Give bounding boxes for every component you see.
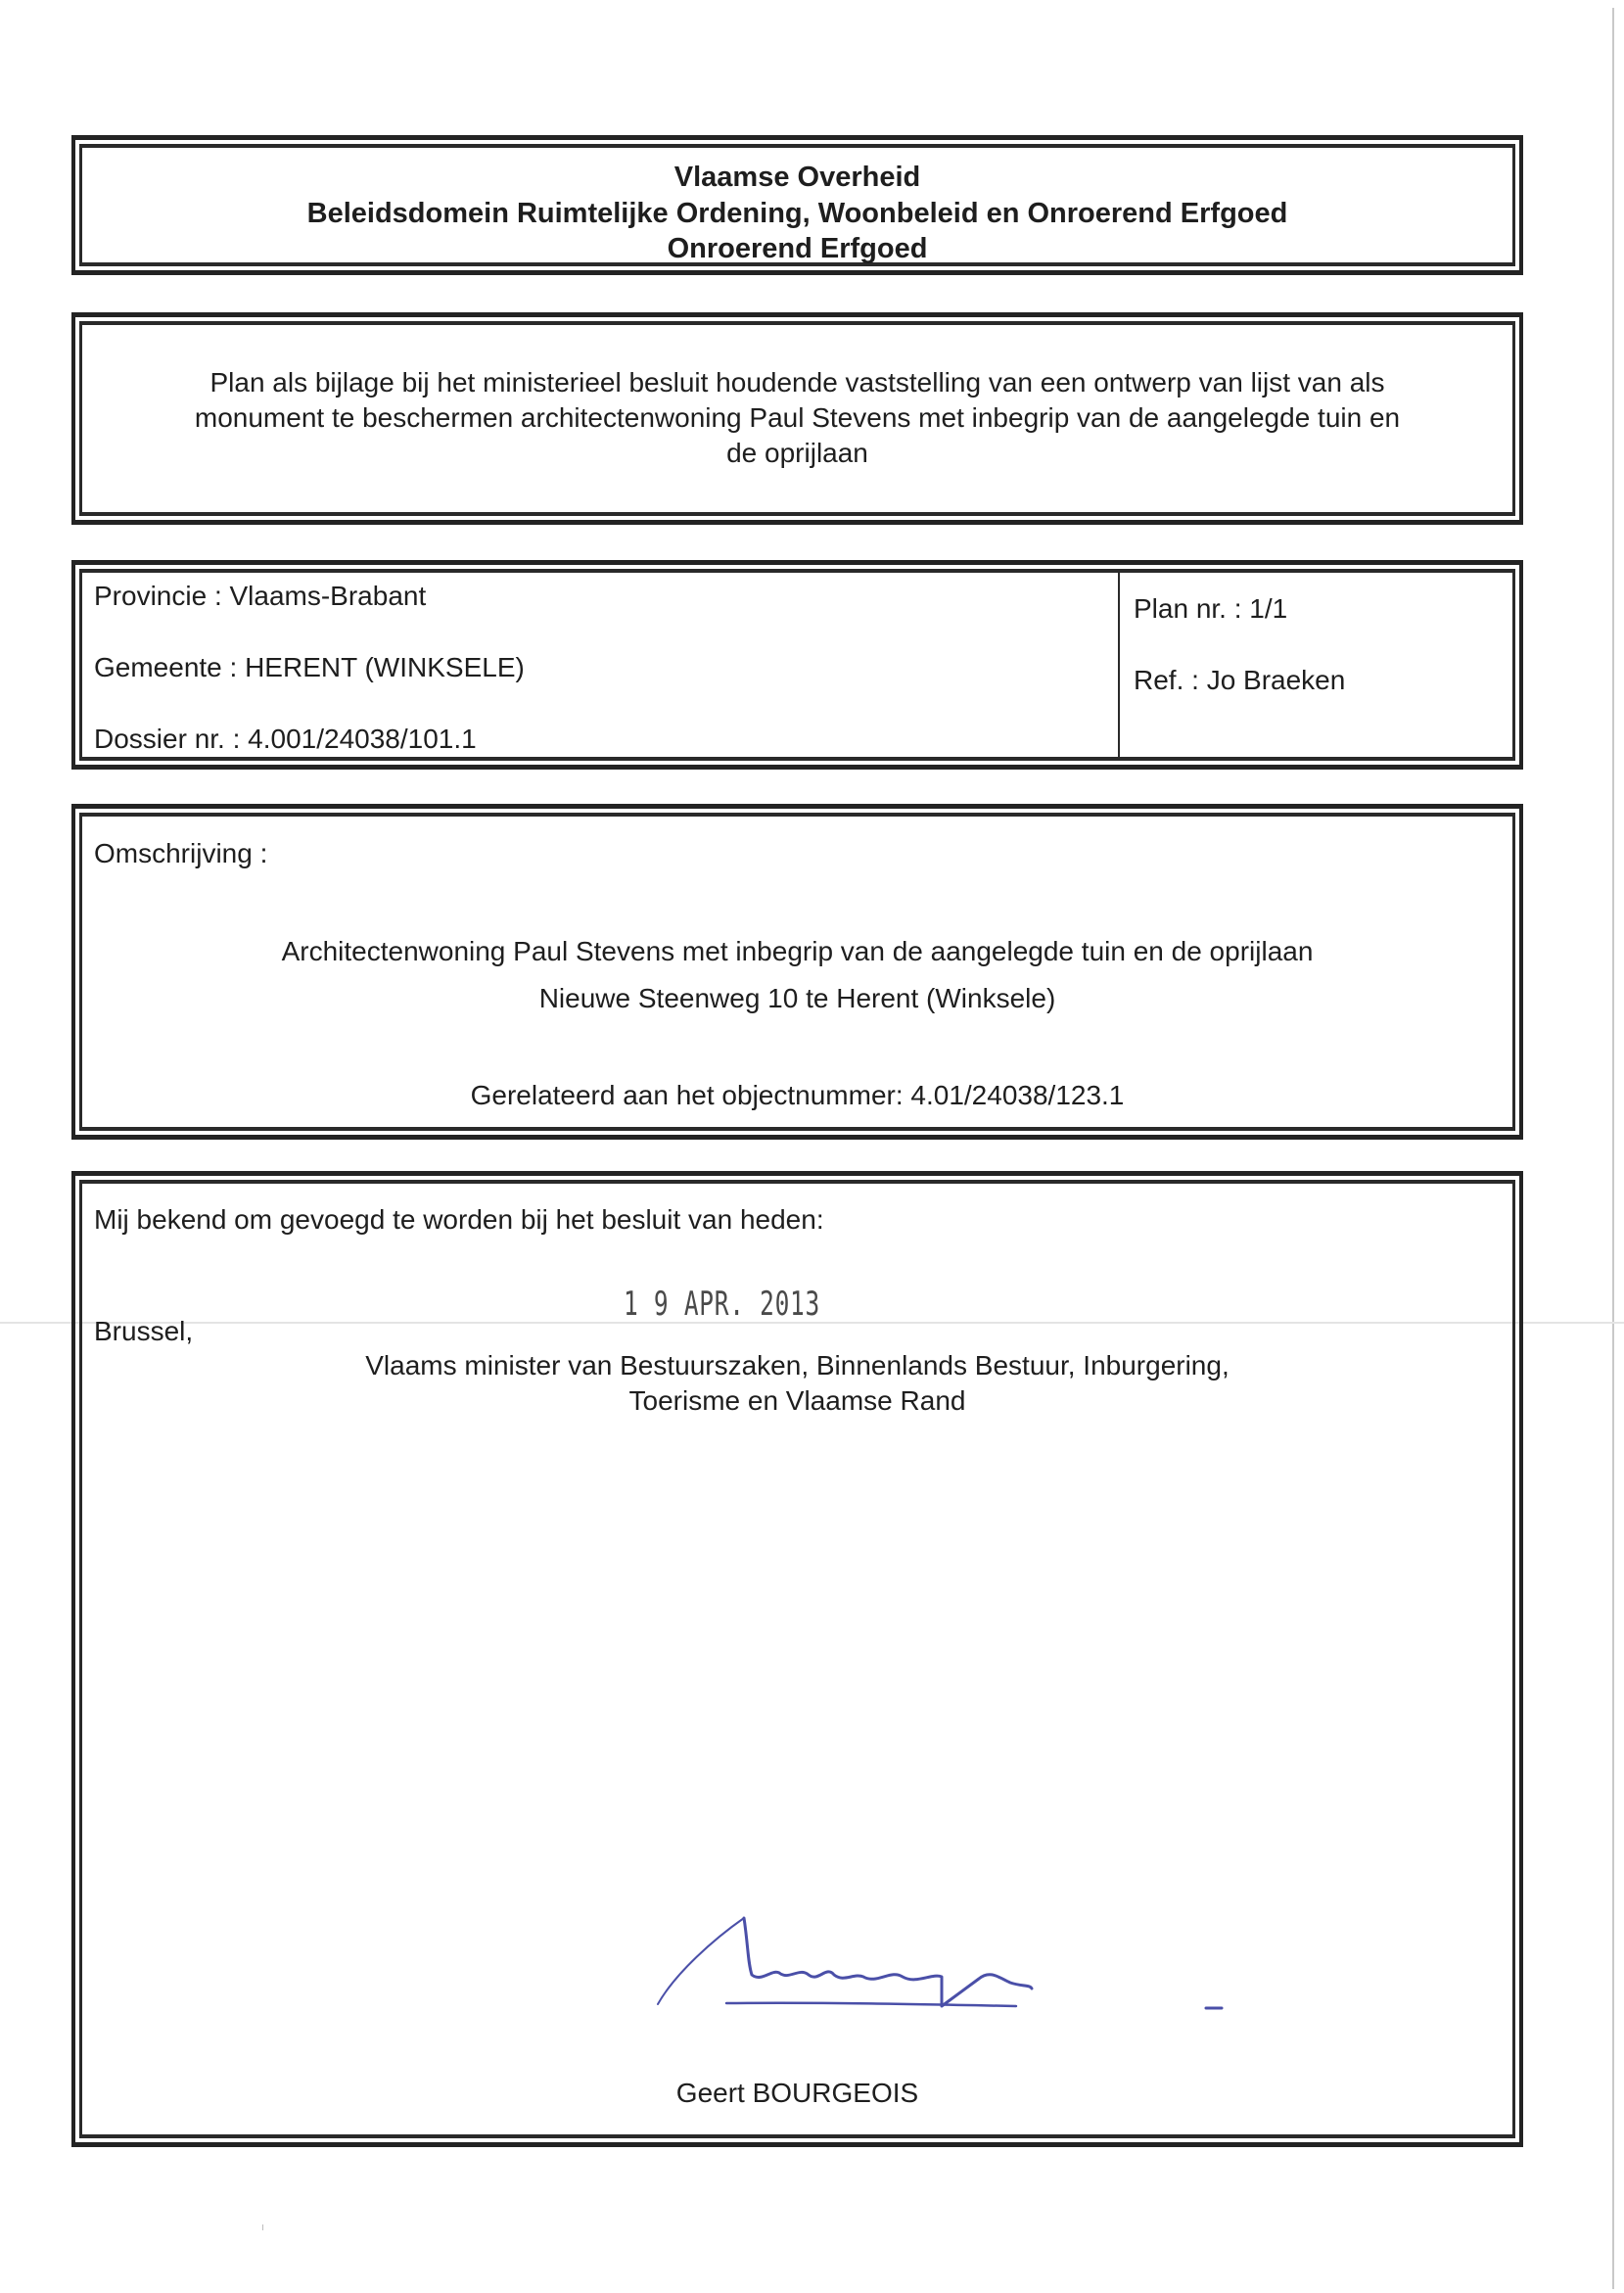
- dossier-number-field: Dossier nr. : 4.001/24038/101.1: [94, 724, 477, 754]
- header-line-agency: Onroerend Erfgoed: [667, 233, 928, 264]
- gemeente-field: Gemeente : HERENT (WINKSELE): [94, 652, 525, 682]
- signature-stroke-arc: [658, 1918, 744, 2004]
- signature-underline: [726, 2003, 1016, 2006]
- signature-stroke-main: [744, 1918, 1032, 2006]
- approval-intro: Mij bekend om gevoegd te worden bij het besluit van heden:: [94, 1204, 824, 1235]
- description-object: Architectenwoning Paul Stevens met inbegrip van de aangelegde tuin en de oprijlaan: [281, 936, 1314, 966]
- place-label: Brussel,: [94, 1316, 194, 1346]
- date-stamp: 1 9 APR. 2013: [624, 1285, 820, 1324]
- description-label: Omschrijving :: [94, 838, 268, 868]
- header-line-government: Vlaamse Overheid: [673, 162, 921, 193]
- related-object-number: Gerelateerd aan het objectnummer: 4.01/24038/123.1: [470, 1080, 1125, 1110]
- dossier-info-box: [71, 560, 1523, 770]
- reference-field: Ref. : Jo Braeken: [1134, 665, 1346, 695]
- signatory-name: Geert BOURGEOIS: [675, 2078, 919, 2108]
- scan-edge-line: [1612, 8, 1614, 2289]
- header-line-policy-domain: Beleidsdomein Ruimtelijke Ordening, Woonbeleid en Onroerend Erfgoed: [306, 198, 1288, 229]
- plan-title-line-1: Plan als bijlage bij het ministerieel besluit houdende vaststelling van een ontwerp van lijst van als: [209, 367, 1385, 398]
- plan-title-box: [71, 312, 1523, 525]
- plan-title-line-3: de oprijlaan: [726, 438, 868, 468]
- authority-header-box: [71, 135, 1523, 275]
- plan-number-field: Plan nr. : 1/1: [1134, 593, 1288, 624]
- info-column-divider: [1118, 573, 1120, 757]
- handwritten-signature: [646, 1904, 1233, 2022]
- description-address: Nieuwe Steenweg 10 te Herent (Winksele): [538, 983, 1056, 1013]
- minister-title-line-2: Toerisme en Vlaamse Rand: [628, 1385, 966, 1416]
- minister-title-line-1: Vlaams minister van Bestuurszaken, Binnenlands Bestuur, Inburgering,: [365, 1350, 1230, 1380]
- plan-title-line-2: monument te beschermen architectenwoning Paul Stevens met inbegrip van de aangelegde tuin en: [194, 402, 1401, 433]
- scan-speck: [262, 2224, 263, 2230]
- description-box: [71, 804, 1523, 1140]
- provincie-field: Provincie : Vlaams-Brabant: [94, 581, 427, 611]
